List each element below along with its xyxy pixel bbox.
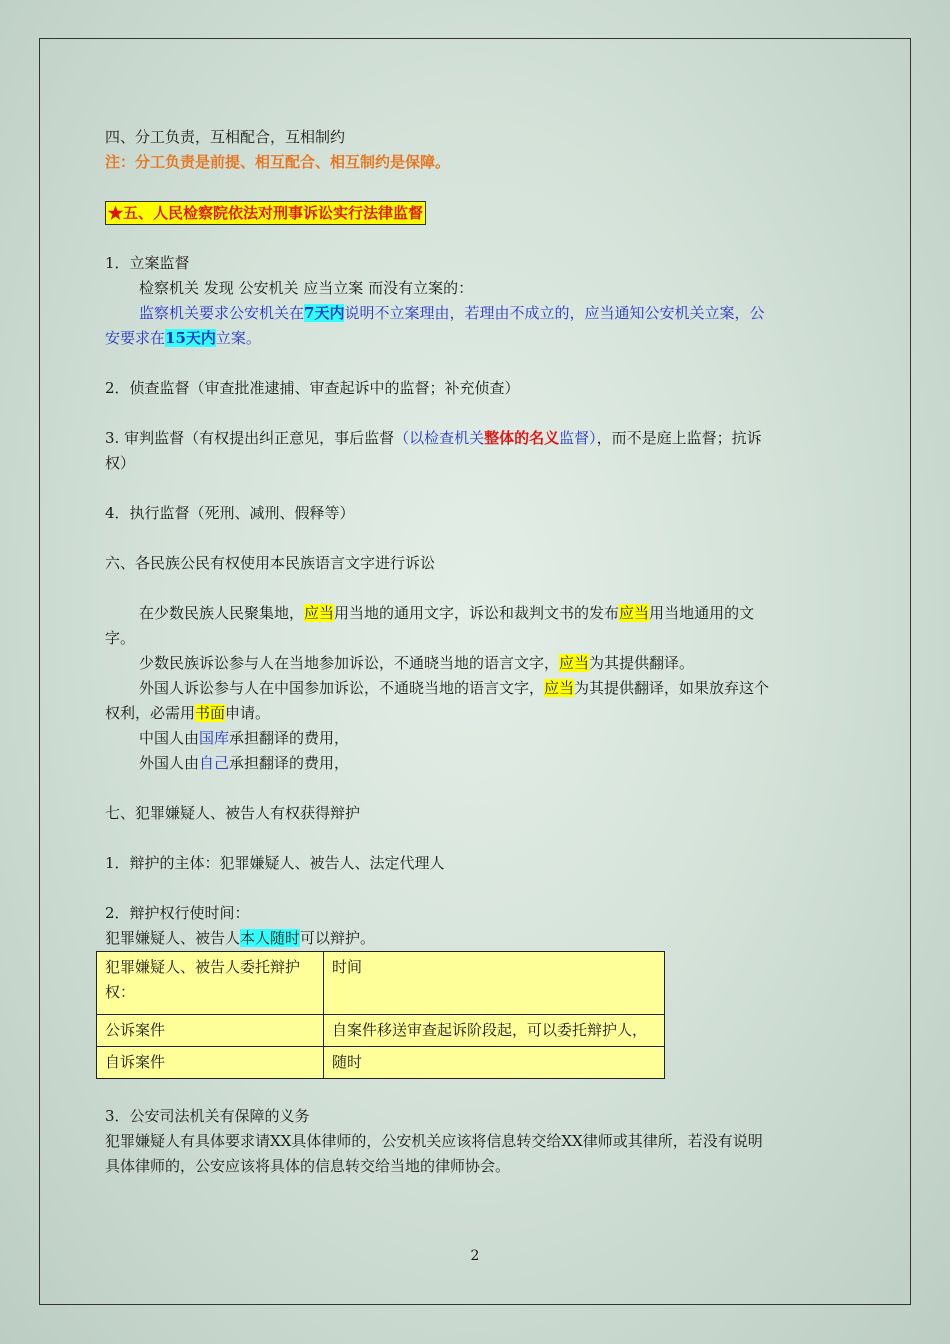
section-7-item-1: 1．辩护的主体：犯罪嫌疑人、被告人、法定代理人 — [105, 854, 445, 872]
section-7-item-3: 3．公安司法机关有保障的义务 — [105, 1107, 310, 1125]
section-5-title-box — [105, 201, 426, 225]
item-3-text-d: 监督） — [559, 429, 597, 447]
s6-text: 外国人由 — [139, 754, 200, 772]
page-number: 2 — [470, 1248, 480, 1264]
s6-text: 中国人由 — [139, 729, 200, 747]
s6-text: 在少数民族人民聚集地， — [139, 604, 305, 622]
section-6-para-1 — [105, 601, 770, 651]
s6-text: 为其提供翻译，如果放弃这个权利，必需用 — [105, 679, 770, 722]
item-1-title: 1．立案监督 — [105, 254, 190, 272]
s6-text: 承担翻译的费用， — [229, 754, 350, 772]
section-7-item-2: 2．辩护权行使时间： — [105, 904, 250, 922]
item-1-line-2 — [105, 301, 770, 351]
s6-text: 为其提供翻译。 — [589, 654, 695, 672]
item-3-text-a: 3. 审判监督（有权提出纠正意见，事后监督 — [105, 429, 395, 447]
item-1-text-a: 监察机关要求公安机关在 — [139, 304, 305, 322]
item-1-line-1: 检察机关 发现 公安机关 应当立案 而没有立案的： — [139, 279, 474, 297]
s6-text: 申请。 — [225, 704, 271, 722]
section-4-note: 注：分工负责是前提、相互配合、相互制约是保障。 — [105, 153, 451, 171]
s6-text: 少数民族诉讼参与人在当地参加诉讼，不通晓当地的语言文字， — [139, 654, 560, 672]
table-cell: 随时 — [324, 1047, 665, 1079]
s6-text: 承担翻译的费用， — [229, 729, 350, 747]
highlight-should: 应当 — [544, 679, 575, 697]
s7-text: 犯罪嫌疑人、被告人 — [105, 929, 241, 947]
item-3-emphasis: 整体的名义 — [484, 429, 560, 447]
s7-text: 可以辩护。 — [300, 929, 376, 947]
section-6-para-5 — [105, 751, 770, 776]
s6-text: 用当地通用的文字。 — [105, 604, 755, 647]
section-4-title: 四、分工负责，互相配合，互相制约 — [105, 128, 346, 146]
section-6-title: 六、各民族公民有权使用本民族语言文字进行诉讼 — [105, 554, 436, 572]
star-icon: ★ — [108, 204, 124, 222]
highlight-should: 应当 — [304, 604, 335, 622]
item-3 — [105, 426, 770, 476]
highlight-anytime: 本人随时 — [240, 929, 301, 947]
table-cell: 自诉案件 — [97, 1047, 324, 1079]
highlight-written: 书面 — [195, 704, 226, 722]
section-7-item-2-line — [105, 926, 770, 951]
item-2: 2．侦查监督（审查批准逮捕、审查起诉中的监督；补充侦查） — [105, 379, 520, 397]
section-5-title: 五、人民检察院依法对刑事诉讼实行法律监督 — [123, 204, 424, 222]
section-7-item-3-body: 犯罪嫌疑人有具体要求请XX具体律师的，公安机关应该将信息转交给XX律师或其律所，若没有说明具体律师的，公安应该将具体的信息转交给当地的律师协会。 — [105, 1132, 763, 1175]
section-6-para-2 — [105, 651, 770, 676]
section-7-title: 七、犯罪嫌疑人、被告人有权获得辩护 — [105, 804, 361, 822]
item-4: 4．执行监督（死刑、减刑、假释等） — [105, 504, 355, 522]
table-row — [97, 1015, 665, 1047]
item-3-text-e: ，而不是庭上监督；抗诉权） — [105, 429, 762, 472]
table-cell: 犯罪嫌疑人、被告人委托辩护权： — [97, 952, 324, 1015]
defense-time-table — [96, 951, 665, 1079]
section-5-title-line — [105, 200, 770, 226]
section-6-para-3 — [105, 676, 770, 726]
highlight-should: 应当 — [619, 604, 650, 622]
blue-national-treasury: 国库 — [199, 729, 230, 747]
table-cell: 时间 — [324, 952, 665, 1015]
highlight-15-days: 15天内 — [165, 329, 216, 347]
item-3-text-b: （以检查机关 — [394, 429, 485, 447]
s6-text: 用当地的通用文字，诉讼和裁判文书的发布 — [334, 604, 620, 622]
table-row — [97, 1047, 665, 1079]
item-1-text-b: 说明不立案理由，若理由不成立的，应当通知公安机关立案，公安要求在 — [105, 304, 765, 347]
s6-text: 外国人诉讼参与人在中国参加诉讼，不通晓当地的语言文字， — [139, 679, 545, 697]
document-body — [105, 125, 770, 1179]
section-6-para-4 — [105, 726, 770, 751]
highlight-should: 应当 — [559, 654, 590, 672]
table-cell: 公诉案件 — [97, 1015, 324, 1047]
table-cell: 自案件移送审查起诉阶段起，可以委托辩护人， — [324, 1015, 665, 1047]
item-1-text-c: 立案。 — [215, 329, 261, 347]
blue-self: 自己 — [199, 754, 230, 772]
highlight-7-days: 7天内 — [304, 304, 345, 322]
table-row — [97, 952, 665, 1015]
